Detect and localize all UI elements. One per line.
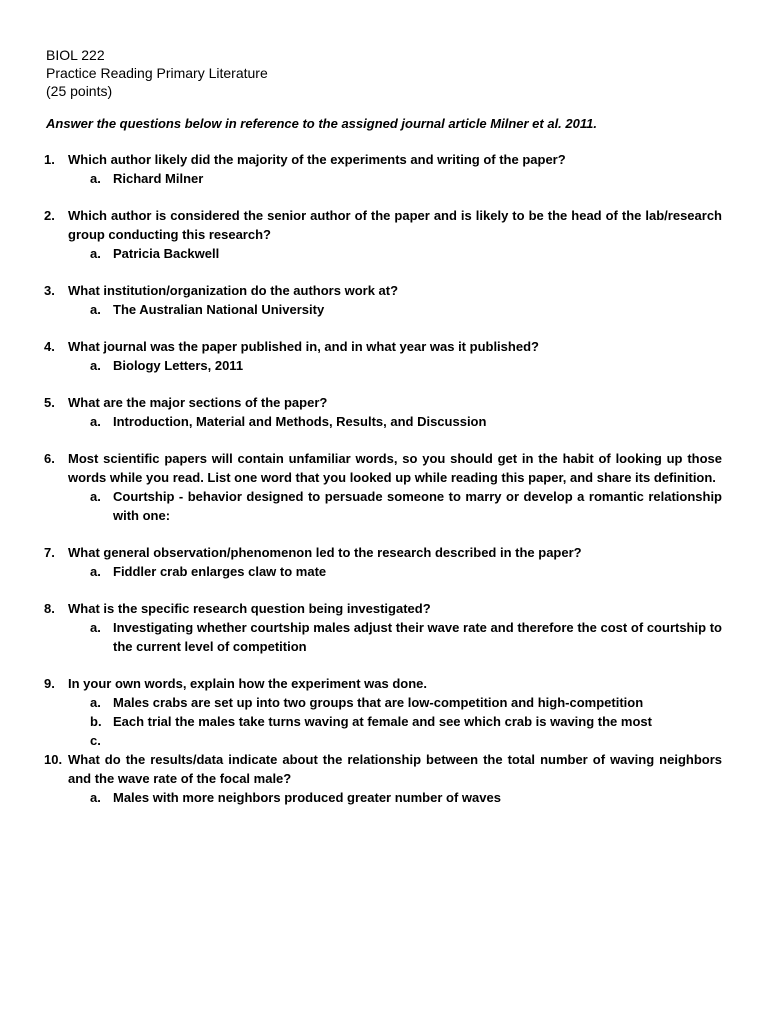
answer-text: Males with more neighbors produced greater number of waves [113,790,501,805]
question-number: 7. [44,545,55,560]
answer-item [90,712,768,731]
document-header [46,46,268,100]
answer-text: Fiddler crab enlarges claw to mate [113,564,327,579]
answer-item [90,788,768,807]
question-item [0,449,768,525]
question-text: What are the major sections of the paper? [68,395,328,410]
answer-item [90,169,768,188]
answer-letter: a. [90,695,101,710]
question-number: 2. [44,208,55,223]
answer-text: Biology Letters, 2011 [113,358,244,373]
question-text: What journal was the paper published in, and in what year was it published? [68,339,539,354]
question-number: 9. [44,676,55,691]
answer-item [90,731,768,750]
question-text: Most scientific papers will contain unfamiliar words, so you should get in the habit of looking up those words while you read. List one word that you looked up while reading this paper, and share its definition. [68,451,722,485]
answer-text: Patricia Backwell [113,246,220,261]
question-item [0,674,768,750]
instructions: Answer the questions below in reference to the assigned journal article Milner et al. 2011. [46,116,597,131]
question-item [0,393,768,431]
answer-letter: a. [90,171,101,186]
answer-item [90,244,768,263]
question-item [0,150,768,188]
answer-text: Richard Milner [113,171,204,186]
answer-letter: a. [90,489,101,504]
answer-letter: a. [90,564,101,579]
question-list [0,150,768,825]
answer-letter: a. [90,302,101,317]
question-item [0,206,768,263]
answer-item [90,487,768,525]
question-text: Which author is considered the senior author of the paper and is likely to be the head of the lab/research group conducting this research? [68,208,722,242]
answer-item [90,693,768,712]
course-code: BIOL 222 [46,47,105,63]
answer-letter: a. [90,620,101,635]
question-number: 8. [44,601,55,616]
answer-item [90,412,768,431]
question-text: What do the results/data indicate about the relationship between the total number of waving neighbors and the wave rate of the focal male? [68,752,722,786]
question-number: 1. [44,152,55,167]
answer-text: Each trial the males take turns waving at female and see which crab is waving the most [113,714,652,729]
answer-text: The Australian National University [113,302,325,317]
answer-item [90,562,768,581]
answer-text [113,731,722,750]
answer-letter: c. [90,733,101,748]
answer-text: Investigating whether courtship males adjust their wave rate and therefore the cost of courtship to the current level of competition [113,620,722,654]
answer-item [90,618,768,656]
answer-letter: a. [90,246,101,261]
answer-item [90,300,768,319]
answer-letter: a. [90,790,101,805]
answer-letter: a. [90,358,101,373]
document-title: Practice Reading Primary Literature [46,65,268,81]
points-label: (25 points) [46,83,113,99]
answer-letter: a. [90,414,101,429]
question-item [0,599,768,656]
answer-text: Males crabs are set up into two groups that are low-competition and high-competition [113,695,644,710]
question-number: 5. [44,395,55,410]
question-text: What general observation/phenomenon led to the research described in the paper? [68,545,582,560]
answer-text: Courtship - behavior designed to persuade someone to marry or develop a romantic relationship with one: [113,489,722,523]
question-number: 6. [44,451,55,466]
answer-item [90,356,768,375]
question-text: What institution/organization do the authors work at? [68,283,399,298]
answer-text: Introduction, Material and Methods, Results, and Discussion [113,414,487,429]
question-item [0,750,768,807]
question-item [0,543,768,581]
answer-letter: b. [90,714,102,729]
question-item [0,337,768,375]
question-item [0,281,768,319]
question-text: In your own words, explain how the experiment was done. [68,676,428,691]
question-number: 3. [44,283,55,298]
question-number: 4. [44,339,55,354]
question-text: Which author likely did the majority of the experiments and writing of the paper? [68,152,566,167]
question-number: 10. [44,752,63,767]
question-text: What is the specific research question being investigated? [68,601,431,616]
